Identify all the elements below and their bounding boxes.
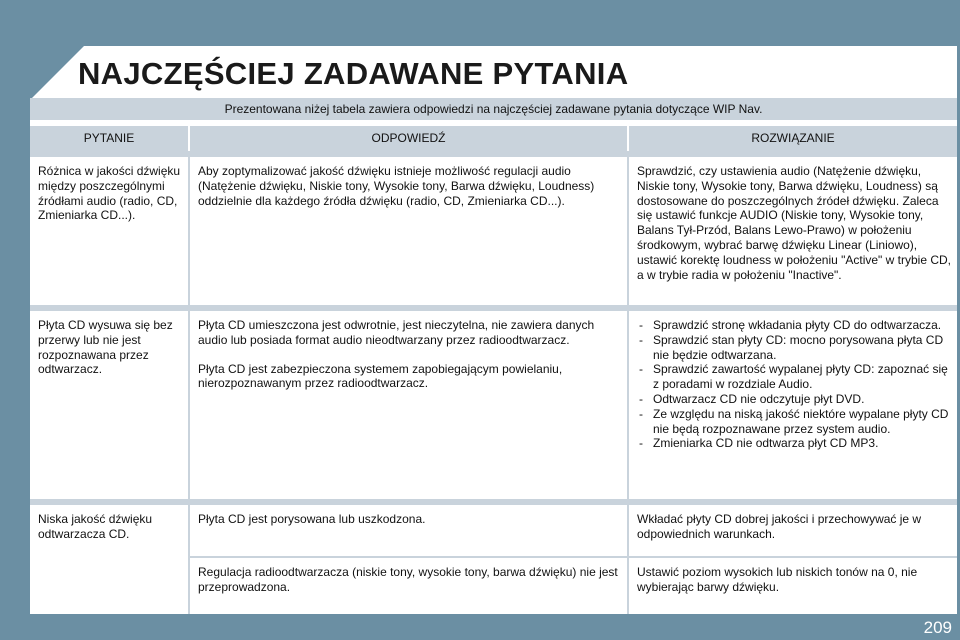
page-corner-cut [30,46,84,100]
row-2-solution-list [637,318,951,451]
header-answer: ODPOWIEDŹ [190,126,627,151]
row-2-answer [190,311,627,499]
row-2-answer-paragraph-2: Płyta CD jest zabezpieczona systemem zapobiegającym powielaniu, nierozpoznawanym przez radioodtwarzacz. [198,361,563,391]
row-2-solution [629,311,957,499]
row-2-answer-paragraph-1: Płyta CD umieszczona jest odwrotnie, jest nieczytelna, nie zawiera danych audio lub posiada format audio nieodtwarzany przez radioodtwarzacz. [198,318,595,347]
list-item: - Sprawdzić zawartość wypalanej płyty CD: zapoznać się z poradami w rozdziale Audio. [637,362,951,392]
list-item: - Sprawdzić stan płyty CD: mocno porysowana płyta CD nie będzie odtwarzana. [637,333,951,363]
row-1-question: Różnica w jakości dźwięku między poszczególnymi źródłami audio (radio, CD, Zmieniarka CD...). [30,157,188,305]
row-3-answer-b: Regulacja radioodtwarzacza (niskie tony, wysokie tony, barwa dźwięku) nie jest przeprowadzona. [190,558,627,614]
faq-table [30,151,957,614]
list-item: - Zmieniarka CD nie odtwarza płyt CD MP3. [637,436,951,451]
row-1-solution: Sprawdzić, czy ustawienia audio (Natężenie dźwięku, Niskie tony, Wysokie tony, Barwa dźwięku, Loudness) są dostosowane do poszczególnych źródeł dźwięku. Zaleca się ustawić funkcje AUDIO (Niskie tony, Wysokie tony, Balans Tył-Przód, Balans Lewo-Prawo) w położeniu środkowym, wybrać barwę dźwięku Linear (Liniowo), ustawić korektę loudness w położeniu "Active" w trybie CD, a w trybie radia w położeniu "Inactive". [629,157,957,305]
row-3-solution-a: Wkładać płyty CD dobrej jakości i przechowywać je w odpowiednich warunkach. [629,505,957,556]
page-subtitle: Prezentowana niżej tabela zawiera odpowiedzi na najczęściej zadawane pytania dotyczące WIP Nav. [30,98,957,120]
list-item: - Sprawdzić stronę wkładania płyty CD do odtwarzacza. [637,318,951,333]
list-item: - Ze względu na niską jakość niektóre wypalane płyty CD nie będą rozpoznawane przez system audio. [637,407,951,437]
row-2-question: Płyta CD wysuwa się bez przerwy lub nie jest rozpoznawana przez odtwarzacz. [30,311,188,499]
faq-page [30,46,957,614]
header-question: PYTANIE [30,126,188,151]
row-3-solution-b: Ustawić poziom wysokich lub niskich tonów na 0, nie wybierając barwy dźwięku. [629,558,957,614]
page-title: NAJCZĘŚCIEJ ZADAWANE PYTANIA [78,56,629,91]
row-1-answer: Aby zoptymalizować jakość dźwięku istnieje możliwość regulacji audio (Natężenie dźwięku, Niskie tony, Wysokie tony, Barwa dźwięku, Loudness) oddzielnie dla każdego źródła dźwięku (radio, CD, Zmieniarka CD...). [190,157,627,305]
page-number: 209 [923,618,952,637]
row-3-answer-a: Płyta CD jest porysowana lub uszkodzona. [190,505,627,556]
header-solution: ROZWIĄZANIE [629,126,957,151]
list-item: - Odtwarzacz CD nie odczytuje płyt DVD. [637,392,951,407]
row-3-question: Niska jakość dźwięku odtwarzacza CD. [30,505,188,614]
